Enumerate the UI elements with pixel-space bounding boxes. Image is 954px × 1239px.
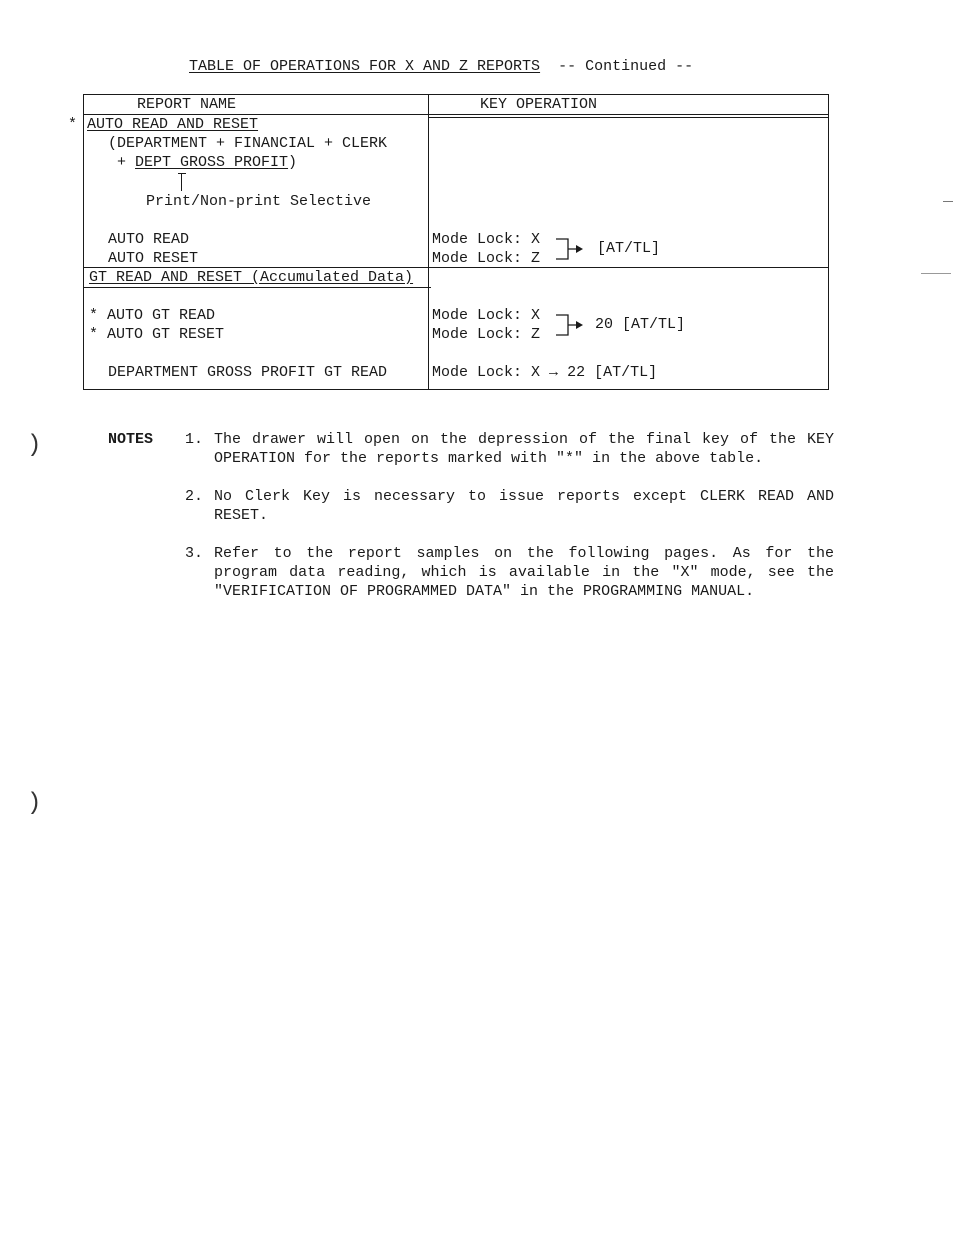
note-number-1: 1. [185, 431, 204, 448]
auto-gt-reset-label: * AUTO GT RESET [89, 326, 225, 343]
note-text-2: No Clerk Key is necessary to issue reports except CLERK READ AND RESET. [214, 488, 834, 524]
bracket-arrow-icon [554, 236, 594, 264]
table-left-border [83, 94, 84, 390]
asterisk-marker: * [68, 116, 78, 133]
edge-mark-1 [943, 201, 953, 202]
section-detail-line1: (DEPARTMENT + FINANCIAL + CLERK [108, 135, 388, 152]
note-number-2: 2. [185, 488, 204, 505]
auto-read-label: AUTO READ [108, 231, 190, 248]
dept-gp-key [432, 363, 657, 382]
selector-stem [181, 173, 182, 191]
section-title-auto-read-reset: AUTO READ AND RESET [87, 116, 259, 133]
header-divider-double [428, 117, 829, 118]
key-mode-lock-x: Mode Lock: X [432, 231, 541, 248]
dept-gp-result: 22 [AT/TL] [567, 364, 658, 381]
arrow-right-icon: → [549, 364, 559, 381]
dept-gp-gt-read-label: DEPARTMENT GROSS PROFIT GT READ [108, 364, 388, 381]
dept-gross-profit-text: DEPT GROSS PROFIT [135, 154, 289, 171]
print-nonprint-selective: Print/Non-print Selective [146, 193, 372, 210]
notes-label: NOTES [108, 431, 154, 448]
page-title-line [189, 57, 693, 76]
key-result-at-tl: [AT/TL] [597, 240, 661, 257]
gt-bracket-arrow-icon [554, 312, 594, 340]
gt-key-mode-lock-z: Mode Lock: Z [432, 326, 541, 343]
table-right-border [828, 94, 829, 390]
line2-suffix: ) [288, 154, 298, 171]
gt-title-underline [83, 287, 431, 288]
edge-mark-2 [921, 273, 951, 274]
gt-key-result: 20 [AT/TL] [595, 316, 686, 333]
column-divider [428, 94, 429, 390]
auto-gt-read-label: * AUTO GT READ [89, 307, 216, 324]
page-title-suffix: -- Continued -- [558, 58, 694, 75]
page-title: TABLE OF OPERATIONS FOR X AND Z REPORTS [189, 58, 541, 75]
dept-gp-mode-lock: Mode Lock: X [432, 364, 541, 381]
header-key-operation: KEY OPERATION [480, 96, 598, 113]
selector-tick [178, 173, 186, 174]
gt-key-mode-lock-x: Mode Lock: X [432, 307, 541, 324]
section-title-gt-read-reset: GT READ AND RESET (Accumulated Data) [89, 269, 414, 286]
line2-prefix: + [117, 154, 136, 171]
auto-reset-label: AUTO RESET [108, 250, 199, 267]
binder-mark-bottom: ) [27, 790, 42, 817]
key-mode-lock-z: Mode Lock: Z [432, 250, 541, 267]
binder-mark-top: ) [27, 432, 42, 459]
note-text-3: Refer to the report samples on the following pages. As for the program data reading, which is available in the "X" mode, see the "VERIFICATION OF PROGRAMMED DATA" in the PROGRAMMING MANUAL. [214, 545, 834, 600]
section-detail-line2 [117, 153, 297, 172]
table-bottom-border [83, 389, 829, 390]
header-report-name: REPORT NAME [137, 96, 237, 113]
note-number-3: 3. [185, 545, 204, 562]
note-text-1: The drawer will open on the depression of the final key of the KEY OPERATION for the reports marked with "*" in the above table. [214, 431, 834, 467]
